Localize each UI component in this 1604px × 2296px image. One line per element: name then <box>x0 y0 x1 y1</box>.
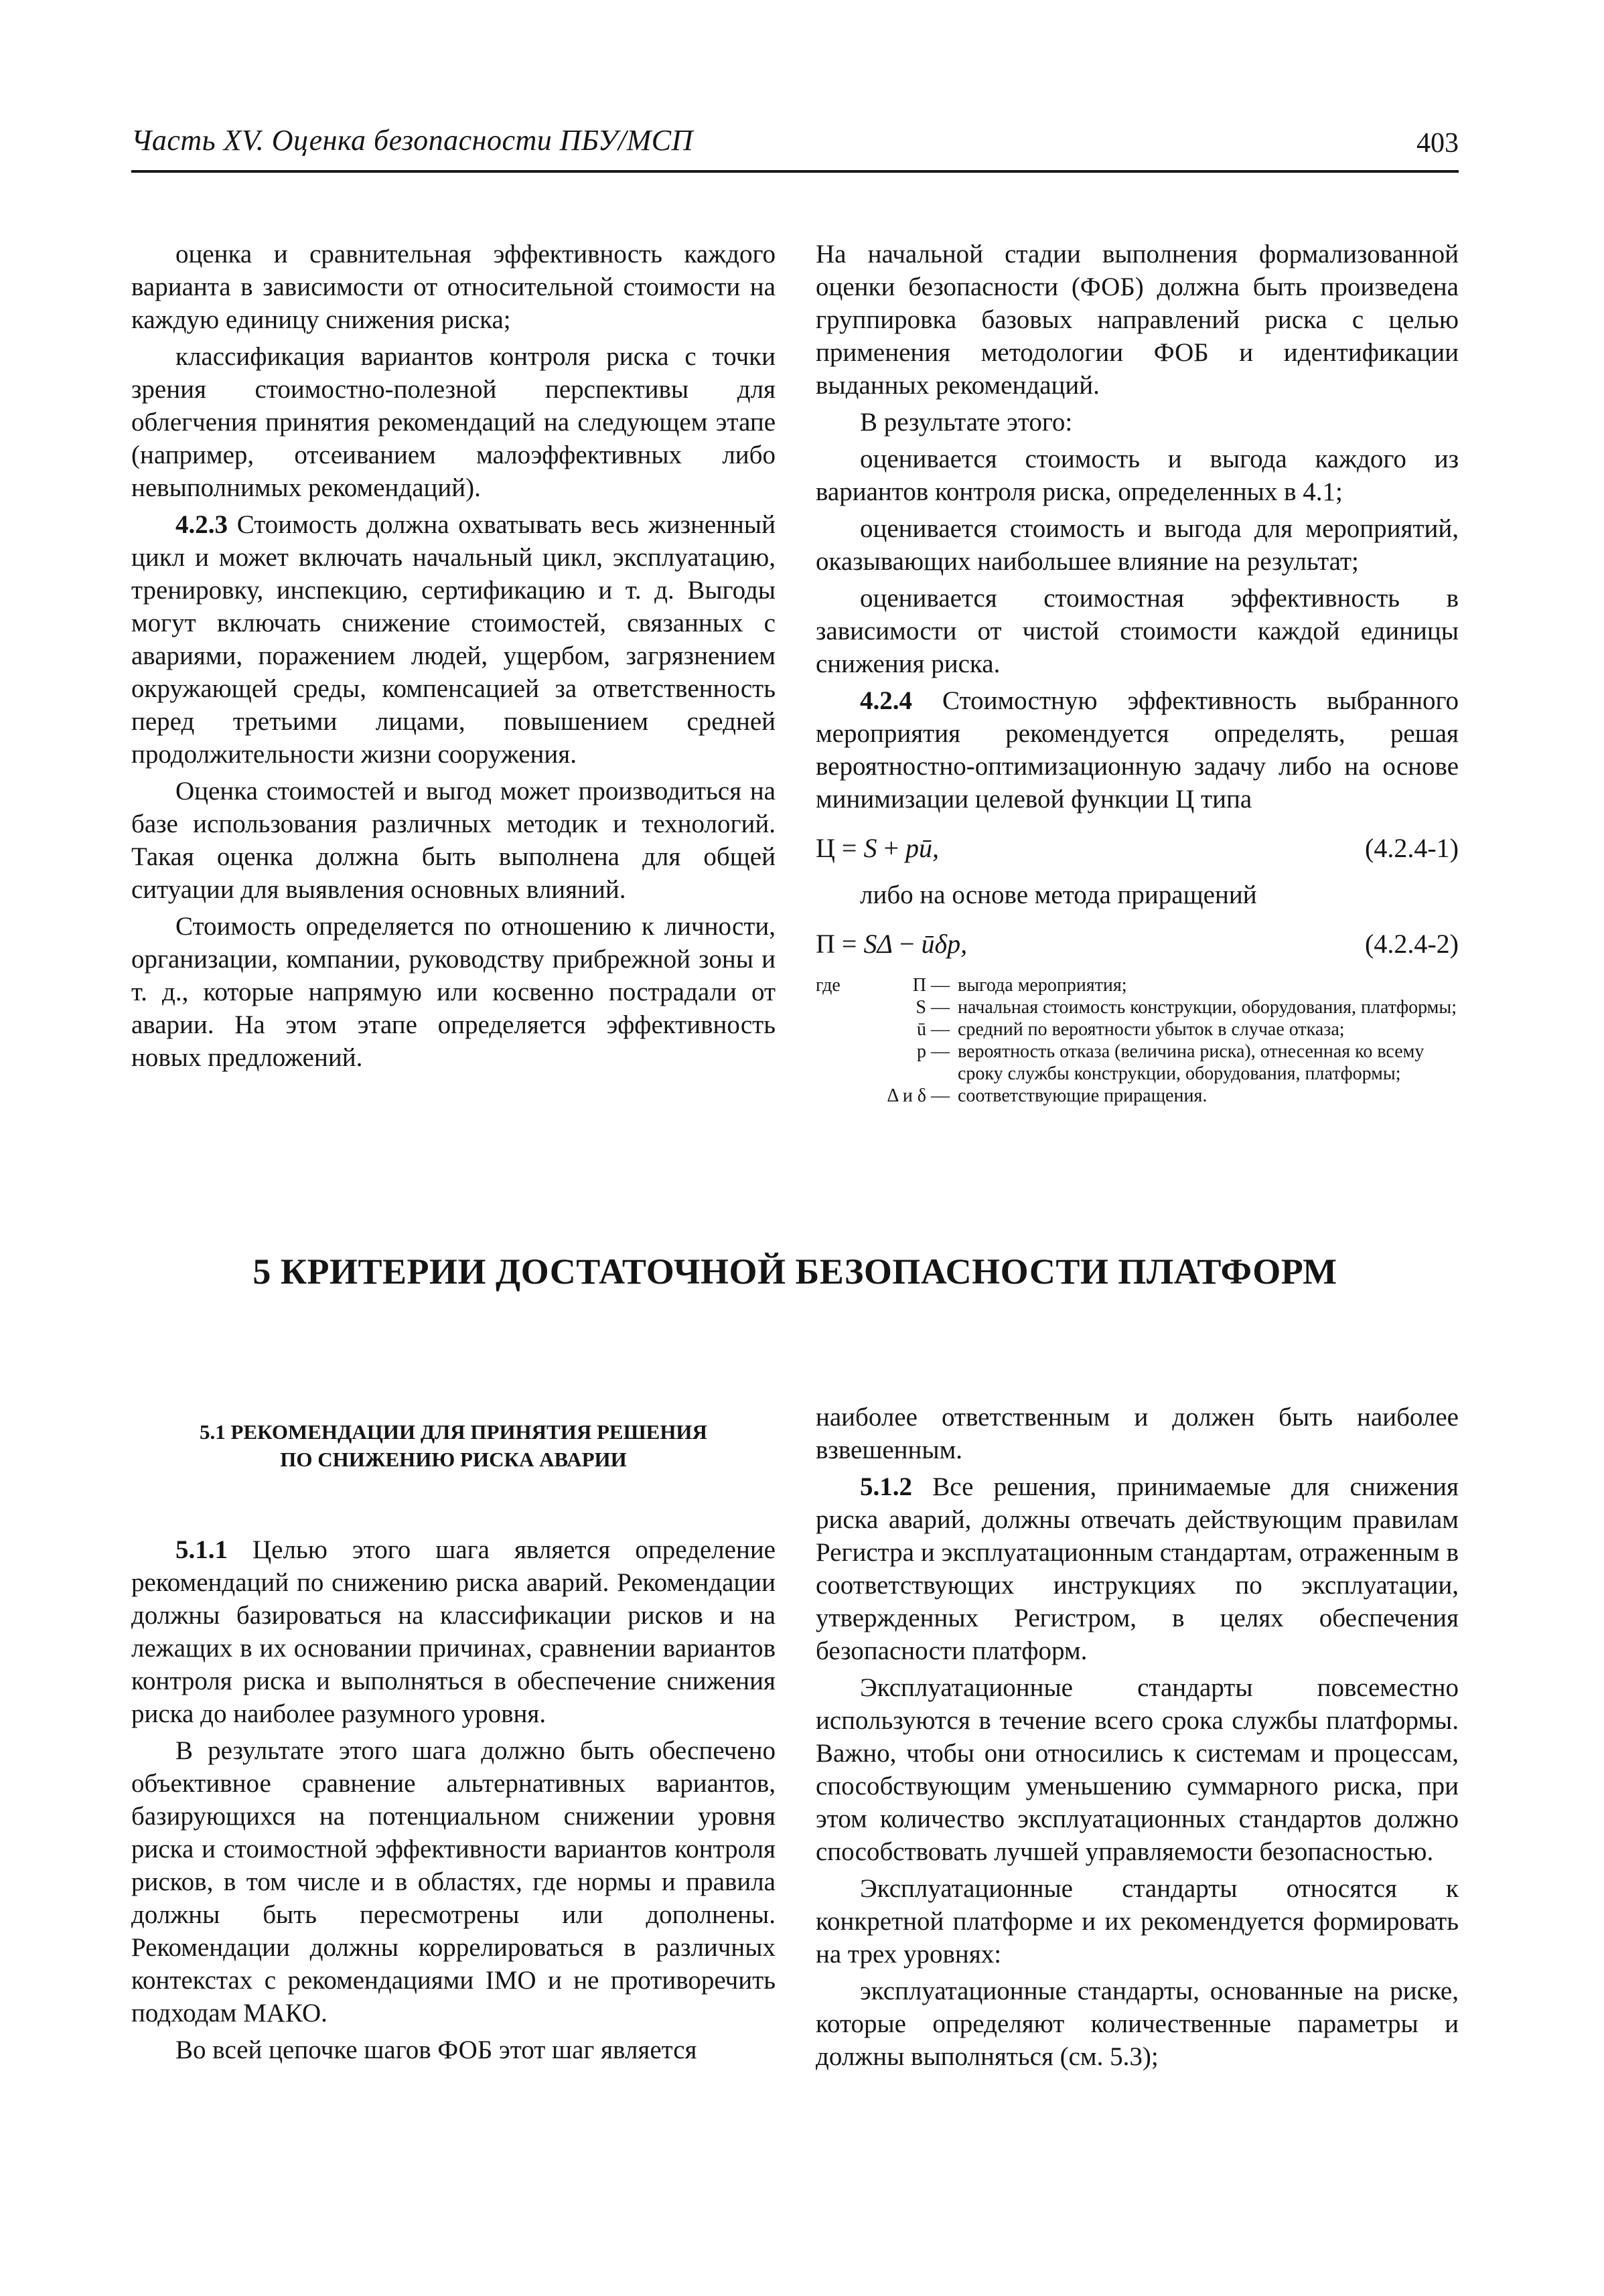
legend-where: где <box>816 975 841 996</box>
paragraph-text: Все решения, принимаемые для снижения риска аварий, должны отвечать действующим правилам Регистра и эксплуатационным стандартам, отраженным в соответствующих инструкциях по эксплуатации, утвержденных Регистром, в целях обеспечения безопасности платформ. <box>816 1472 1459 1665</box>
legend-desc: выгода мероприятия; <box>958 975 1127 996</box>
header-title: Часть XV. Оценка безопасности ПБУ/МСП <box>131 124 693 157</box>
legend-symbol: S — <box>916 997 950 1018</box>
clause-number: 4.2.3 <box>175 510 228 539</box>
paragraph <box>131 508 776 771</box>
symbol-legend <box>816 974 1459 1107</box>
paragraph: оценивается стоимость и выгода каждого из вариантов контроля риска, определенных в 4.1; <box>816 445 1459 506</box>
column-bottom-right <box>816 1401 1459 2077</box>
legend-desc: соответствующие приращения. <box>958 1085 1208 1106</box>
legend-symbol: p — <box>917 1041 950 1062</box>
legend-desc: начальная стоимость конструкции, оборудования, платформы; <box>958 997 1457 1018</box>
paragraph: Оценка стоимостей и выгод может производиться на базе использования различных методик и технологий. Такая оценка должна быть выполнена для общей ситуации для выявления основных влияний. <box>131 777 776 904</box>
paragraph: классификация вариантов контроля риска с точки зрения стоимостно-полезной перспективы для облегчения принятия рекомендаций на следующем этапе (например, отсеиванием малоэффективных либо невыполнимых рекомендаций). <box>131 342 776 502</box>
paragraph: В результате этого шага должно быть обеспечено объективное сравнение альтернативных вариантов, базирующихся на потенциальном снижении уровня риска и стоимостной эффективности вариантов контроля рисков, в том числе и в областях, где нормы и правила должны быть пересмотрены или дополнены. Рекомендации должны коррелироваться в различных контекстах с рекомендациями IMO и не противоречить подходам МАКО. <box>131 1736 776 2027</box>
legend-row <box>816 1085 1459 1107</box>
clause-number: 5.1.1 <box>175 1535 228 1564</box>
page-number: 403 <box>1416 128 1459 159</box>
paragraph: оценивается стоимостная эффективность в зависимости от чистой стоимости каждой единицы снижения риска. <box>816 584 1459 678</box>
formula-4-2-4-1 <box>816 825 1459 872</box>
paragraph: Во всей цепочке шагов ФОБ этот шаг является <box>175 2036 697 2064</box>
paragraph: Эксплуатационные стандарты повсеместно используются в течение всего срока службы платформы. Важно, чтобы они относились к системам и процессам, способствующим уменьшению суммарного риска, при этом количество эксплуатационных стандартов должно способствовать лучшей управляемости безопасностью. <box>816 1673 1459 1866</box>
legend-symbol: Δ и δ — <box>887 1085 950 1106</box>
paragraph: эксплуатационные стандарты, основанные на риске, которые определяют количественные параметры и должны выполняться (см. 5.3); <box>816 1977 1459 2071</box>
paragraph: оценка и сравнительная эффективность каждого варианта в зависимости от относительной стоимости на каждую единицу снижения риска; <box>131 240 776 334</box>
formula-4-2-4-2 <box>816 921 1459 968</box>
subsection-title: 5.1 РЕКОМЕНДАЦИИ ДЛЯ ПРИНЯТИЯ РЕШЕНИЯ ПО СНИЖЕНИЮ РИСКА АВАРИИ <box>200 1420 707 1471</box>
legend-row <box>816 1041 1459 1085</box>
paragraph: Эксплуатационные стандарты относятся к конкретной платформе и их рекомендуется формировать на трех уровнях: <box>816 1874 1459 1969</box>
legend-row <box>816 996 1459 1018</box>
clause-number: 4.2.4 <box>860 686 912 715</box>
legend-symbol: ū — <box>917 1019 950 1040</box>
section-title: 5 КРИТЕРИИ ДОСТАТОЧНОЙ БЕЗОПАСНОСТИ ПЛАТФОРМ <box>252 1251 1337 1292</box>
legend-row <box>816 1018 1459 1041</box>
formula-expression: П = SΔ − ūδp, <box>816 929 968 959</box>
legend-desc: вероятность отказа (величина риска), отнесенная ко всему сроку службы конструкции, оборудования, платформы; <box>958 1041 1425 1084</box>
legend-row <box>816 974 1459 996</box>
paragraph <box>816 684 1459 816</box>
running-header <box>131 118 1459 173</box>
paragraph: либо на основе метода приращений <box>860 881 1257 909</box>
formula-expression: Ц = S + pū, <box>816 833 940 863</box>
legend-desc: средний по вероятности убыток в случае отказа; <box>958 1019 1345 1040</box>
column-top-right <box>816 238 1459 1107</box>
paragraph: В результате этого: <box>860 408 1073 437</box>
paragraph: оценивается стоимость и выгода для мероприятий, оказывающих наибольшее влияние на результат; <box>816 514 1459 576</box>
paragraph-text: Целью этого шага является определение рекомендаций по снижению риска аварий. Рекомендации должны базироваться на классификации рисков и на лежащих в их основании причинах, сравнении вариантов контроля риска и выполняться в обеспечение снижения риска до наиболее разумного уровня. <box>131 1535 776 1728</box>
column-top-left <box>131 238 776 1078</box>
paragraph: наиболее ответственным и должен быть наиболее взвешенным. <box>816 1403 1459 1464</box>
paragraph: На начальной стадии выполнения формализованной оценки безопасности (ФОБ) должна быть произведена группировка базовых направлений риска с целью применения методологии ФОБ и идентификации выданных рекомендаций. <box>816 240 1459 400</box>
column-bottom-left <box>131 1533 776 2070</box>
paragraph: Стоимость определяется по отношению к личности, организации, компании, руководству прибрежной зоны и т. д., которые напрямую или косвенно пострадали от аварии. На этом этапе определяется эффективность новых предложений. <box>131 912 776 1072</box>
paragraph <box>816 1470 1459 1667</box>
paragraph-text: Стоимость должна охватывать весь жизненный цикл и может включать начальный цикл, эксплуатацию, тренировку, инспекцию, сертификацию и т. д. Выгоды могут включать снижение стоимостей, связанных с авариями, поражением людей, ущербом, загрязнением окружающей среды, компенсацией за ответственность перед третьими лицами, повышением средней продолжительности жизни сооружения. <box>131 510 776 769</box>
formula-number: (4.2.4-1) <box>1365 833 1459 863</box>
formula-number: (4.2.4-2) <box>1365 929 1459 959</box>
clause-number: 5.1.2 <box>860 1472 912 1501</box>
paragraph-text: Стоимостную эффективность выбранного мероприятия рекомендуется определять, решая вероятностно-оптимизационную задачу либо на основе минимизации целевой функции Ц типа <box>816 686 1459 814</box>
legend-symbol: П — <box>912 975 950 996</box>
paragraph <box>131 1533 776 1730</box>
